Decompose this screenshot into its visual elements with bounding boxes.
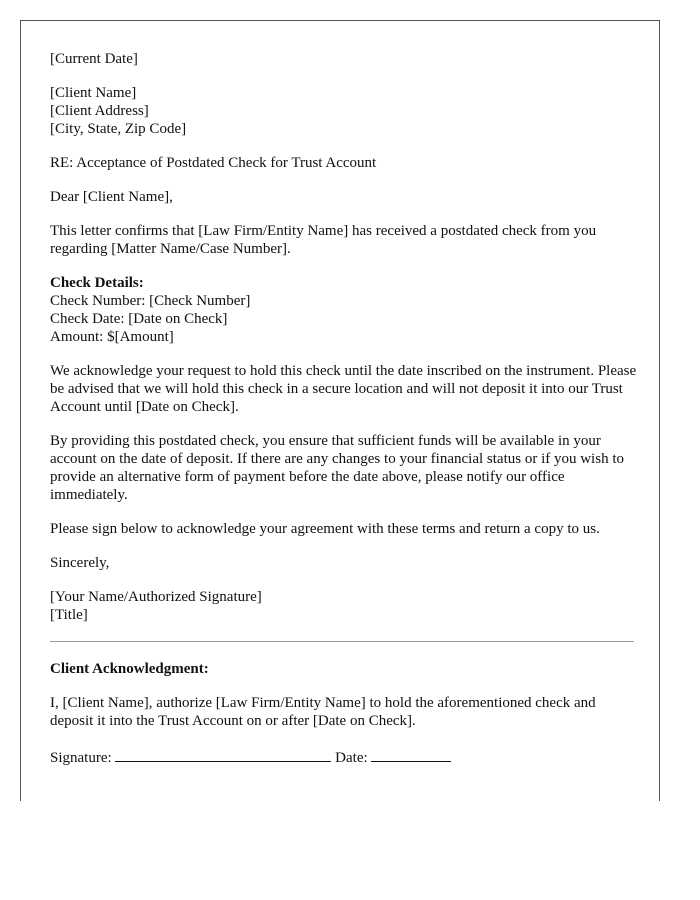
check-number: Check Number: [Check Number] bbox=[50, 293, 251, 309]
signature-row bbox=[50, 746, 640, 767]
section-divider bbox=[50, 641, 634, 642]
date-line[interactable] bbox=[371, 746, 451, 762]
check-amount: Amount: $[Amount] bbox=[50, 329, 174, 345]
hold-paragraph: We acknowledge your request to hold this check until the date inscribed on the instrument. Please be advised that we will hold this check in a secure location and will not deposit it into our Trust Account until [Date on Check]. bbox=[50, 363, 637, 415]
client-name: [Client Name] bbox=[50, 85, 137, 101]
letter-date: [Current Date] bbox=[50, 51, 138, 67]
client-address-block bbox=[50, 84, 640, 138]
check-details-heading: Check Details: bbox=[50, 275, 144, 291]
funds-paragraph: By providing this postdated check, you ensure that sufficient funds will be available in your account on the date of deposit. If there are any changes to your financial status or if you wish to provide an alternative form of payment before the date above, please notify our office immediately. bbox=[50, 433, 624, 503]
salutation: Dear [Client Name], bbox=[50, 189, 173, 205]
closing: Sincerely, bbox=[50, 555, 110, 571]
client-city-state-zip: [City, State, Zip Code] bbox=[50, 121, 187, 137]
signature-label: Signature: bbox=[50, 750, 112, 766]
client-address: [Client Address] bbox=[50, 103, 149, 119]
date-label: Date: bbox=[335, 750, 368, 766]
acknowledgment-text: I, [Client Name], authorize [Law Firm/Entity Name] to hold the aforementioned check and deposit it into the Trust Account on or after [Date on Check]. bbox=[50, 695, 596, 729]
intro-paragraph: This letter confirms that [Law Firm/Entity Name] has received a postdated check from you regarding [Matter Name/Case Number]. bbox=[50, 223, 597, 257]
check-date: Check Date: [Date on Check] bbox=[50, 311, 228, 327]
signature-line[interactable] bbox=[115, 746, 331, 762]
signer-block bbox=[50, 588, 640, 624]
acknowledgment-heading: Client Acknowledgment: bbox=[50, 661, 209, 677]
sign-request-paragraph: Please sign below to acknowledge your agreement with these terms and return a copy to us. bbox=[50, 521, 600, 537]
re-line: RE: Acceptance of Postdated Check for Trust Account bbox=[50, 155, 377, 171]
letter-content bbox=[50, 50, 640, 783]
letter-page bbox=[20, 20, 660, 801]
signer-title: [Title] bbox=[50, 607, 88, 623]
check-details-block bbox=[50, 274, 640, 346]
signer-name: [Your Name/Authorized Signature] bbox=[50, 589, 262, 605]
